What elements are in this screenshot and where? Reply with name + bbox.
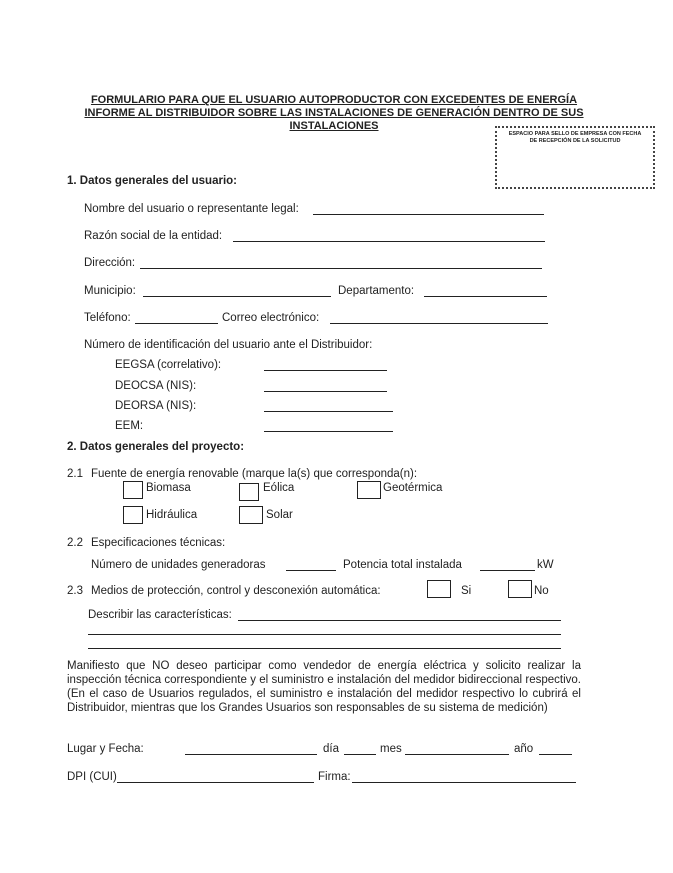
departamento-label: Departamento:	[338, 285, 415, 297]
eem-label: EEM:	[115, 420, 144, 432]
geotermica-checkbox[interactable]	[357, 481, 381, 499]
section-1-heading: 1. Datos generales del usuario:	[67, 175, 238, 187]
deocsa-field[interactable]	[264, 391, 387, 392]
deocsa-label: DEOCSA (NIS):	[115, 380, 197, 392]
lugar-field[interactable]	[185, 754, 317, 755]
title-line-1: FORMULARIO PARA QUE EL USUARIO AUTOPRODUCTOR CON EXCEDENTES DE ENERGÍA	[90, 94, 578, 106]
numero-id-label: Número de identificación del usuario ante el Distribuidor:	[84, 339, 373, 351]
hidraulica-label: Hidráulica	[146, 509, 198, 521]
mes-label: mes	[380, 743, 402, 755]
firma-field[interactable]	[352, 782, 576, 783]
telefono-label: Teléfono:	[84, 312, 131, 324]
dia-label: día	[323, 743, 339, 755]
potencia-unit: kW	[537, 559, 554, 571]
fuente-label: Fuente de energía renovable (marque la(s) que corresponda(n):	[91, 468, 418, 480]
direccion-label: Dirección:	[84, 257, 136, 269]
deorsa-label: DEORSA (NIS):	[115, 400, 197, 412]
solar-checkbox[interactable]	[239, 506, 263, 524]
eegsa-field[interactable]	[264, 370, 387, 371]
no-label: No	[534, 585, 549, 597]
municipio-label: Municipio:	[84, 285, 136, 297]
municipio-field[interactable]	[143, 296, 331, 297]
deorsa-field[interactable]	[264, 411, 393, 412]
solar-label: Solar	[266, 509, 293, 521]
title-line-2: INFORME AL DISTRIBUIDOR SOBRE LAS INSTALACIONES DE GENERACIÓN DENTRO DE SUS	[84, 107, 584, 119]
stamp-label-2: DE RECEPCIÓN DE LA SOLICITUD	[529, 138, 621, 144]
dpi-field[interactable]	[117, 782, 314, 783]
potencia-label: Potencia total instalada	[343, 559, 462, 571]
razon-social-label: Razón social de la entidad:	[84, 230, 223, 242]
geotermica-label: Geotérmica	[383, 482, 443, 494]
eolica-label: Eólica	[263, 482, 295, 494]
nombre-label: Nombre del usuario o representante legal:	[84, 203, 299, 215]
medios-label: Medios de protección, control y desconexión automática:	[91, 585, 381, 597]
nombre-field[interactable]	[313, 214, 544, 215]
dpi-label: DPI (CUI)	[67, 771, 117, 783]
lugar-fecha-label: Lugar y Fecha:	[67, 743, 144, 755]
eolica-checkbox[interactable]	[239, 483, 259, 501]
describir-field-2[interactable]	[88, 634, 561, 635]
espec-label: Especificaciones técnicas:	[91, 537, 226, 549]
anio-field[interactable]	[539, 754, 572, 755]
fuente-number: 2.1	[67, 468, 83, 480]
si-label: Si	[461, 585, 472, 597]
correo-field[interactable]	[330, 323, 548, 324]
biomasa-label: Biomasa	[146, 482, 191, 494]
anio-label: año	[514, 743, 534, 755]
firma-label: Firma:	[318, 771, 351, 783]
section-2-heading: 2. Datos generales del proyecto:	[67, 441, 245, 453]
describir-field-3[interactable]	[88, 648, 561, 649]
hidraulica-checkbox[interactable]	[123, 506, 143, 524]
direccion-field[interactable]	[140, 268, 542, 269]
correo-label: Correo electrónico:	[222, 312, 320, 324]
espec-number: 2.2	[67, 537, 83, 549]
medios-number: 2.3	[67, 585, 83, 597]
stamp-label-1: ESPACIO PARA SELLO DE EMPRESA CON FECHA	[508, 131, 642, 137]
title-line-3: INSTALACIONES	[289, 120, 379, 132]
describir-field-1[interactable]	[238, 620, 561, 621]
telefono-field[interactable]	[135, 323, 218, 324]
dia-field[interactable]	[344, 754, 376, 755]
razon-social-field[interactable]	[233, 241, 545, 242]
describir-label: Describir las características:	[88, 609, 232, 621]
biomasa-checkbox[interactable]	[123, 481, 143, 499]
mes-field[interactable]	[405, 754, 509, 755]
unidades-label: Número de unidades generadoras	[91, 559, 266, 571]
stamp-box	[495, 126, 655, 189]
eegsa-label: EEGSA (correlativo):	[115, 359, 222, 371]
no-checkbox[interactable]	[508, 580, 532, 598]
eem-field[interactable]	[264, 431, 393, 432]
si-checkbox[interactable]	[427, 580, 451, 598]
potencia-field[interactable]	[480, 570, 535, 571]
manifiesto-paragraph: Manifiesto que NO deseo participar como vendedor de energía eléctrica y solicito realizar la inspección técnica correspondiente y el suministro e instalación del medidor bidireccional respectivo. (En el caso de Usuarios regulados, el suministro e instalación del medidor respectivo lo cubrirá el Distribuidor, mientras que los Grandes Usuarios son responsables de su sistema de medición)	[67, 660, 581, 714]
unidades-field[interactable]	[286, 570, 336, 571]
departamento-field[interactable]	[424, 296, 547, 297]
